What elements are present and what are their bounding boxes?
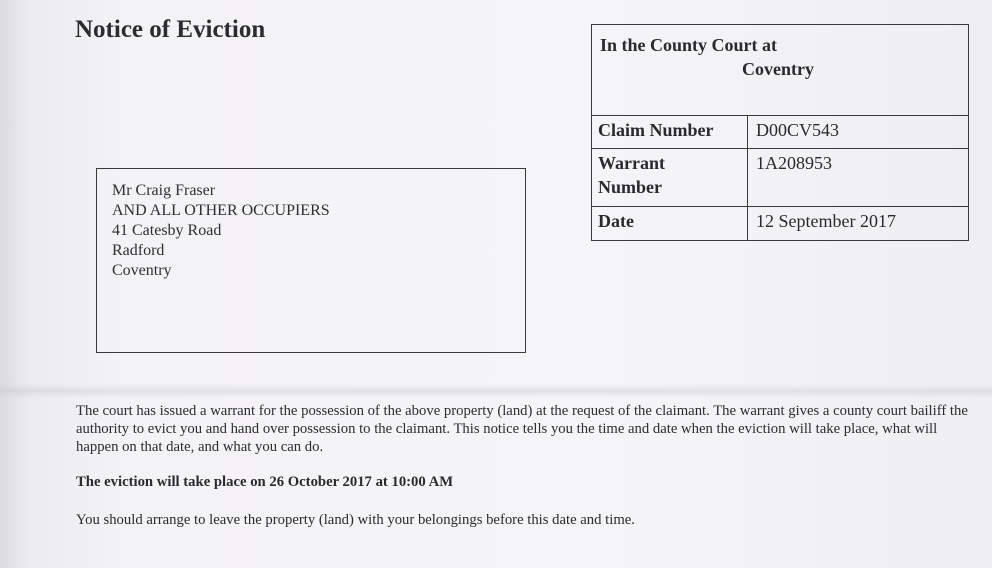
address-box (96, 168, 526, 353)
claim-number-row (592, 116, 968, 149)
warrant-number-label (592, 149, 748, 206)
eviction-date-statement: The eviction will take place on 26 October 2017 at 10:00 AM (76, 474, 454, 490)
court-heading (592, 25, 968, 116)
court-heading-line1: In the County Court at (600, 35, 778, 55)
address-line-street: 41 Catesby Road (112, 222, 222, 239)
court-details-table (591, 24, 969, 241)
paper-fold (0, 384, 992, 398)
date-row (592, 207, 968, 240)
warrant-explanation: The court has issued a warrant for the possession of the above property (land) at the request of the claimant. The warrant gives a county court bailiff the authority to evict you and hand over possession to the claimant. This notice tells you the time and date when the eviction will take place, what will happen on that date, and what you can do. (76, 403, 968, 455)
court-heading-line2: Coventry (742, 59, 814, 79)
address-lines (112, 181, 330, 281)
address-line-city: Coventry (112, 262, 172, 279)
date-label: Date (592, 207, 748, 240)
address-line-name: Mr Craig Fraser (112, 182, 216, 199)
claim-number-label: Claim Number (592, 116, 748, 148)
date-value: 12 September 2017 (756, 211, 896, 231)
warrant-number-value: 1A208953 (756, 153, 832, 173)
claim-number-value: D00CV543 (756, 120, 840, 140)
page-title: Notice of Eviction (75, 16, 266, 43)
warrant-number-label-line2: Number (598, 177, 662, 197)
arrange-to-leave-statement: You should arrange to leave the property (land) with your belongings before this date and time. (76, 512, 635, 528)
warrant-number-row (592, 149, 968, 207)
warrant-number-label-line1: Warrant (598, 153, 665, 173)
address-line-area: Radford (112, 242, 165, 259)
address-line-occupiers: AND ALL OTHER OCCUPIERS (112, 202, 330, 219)
